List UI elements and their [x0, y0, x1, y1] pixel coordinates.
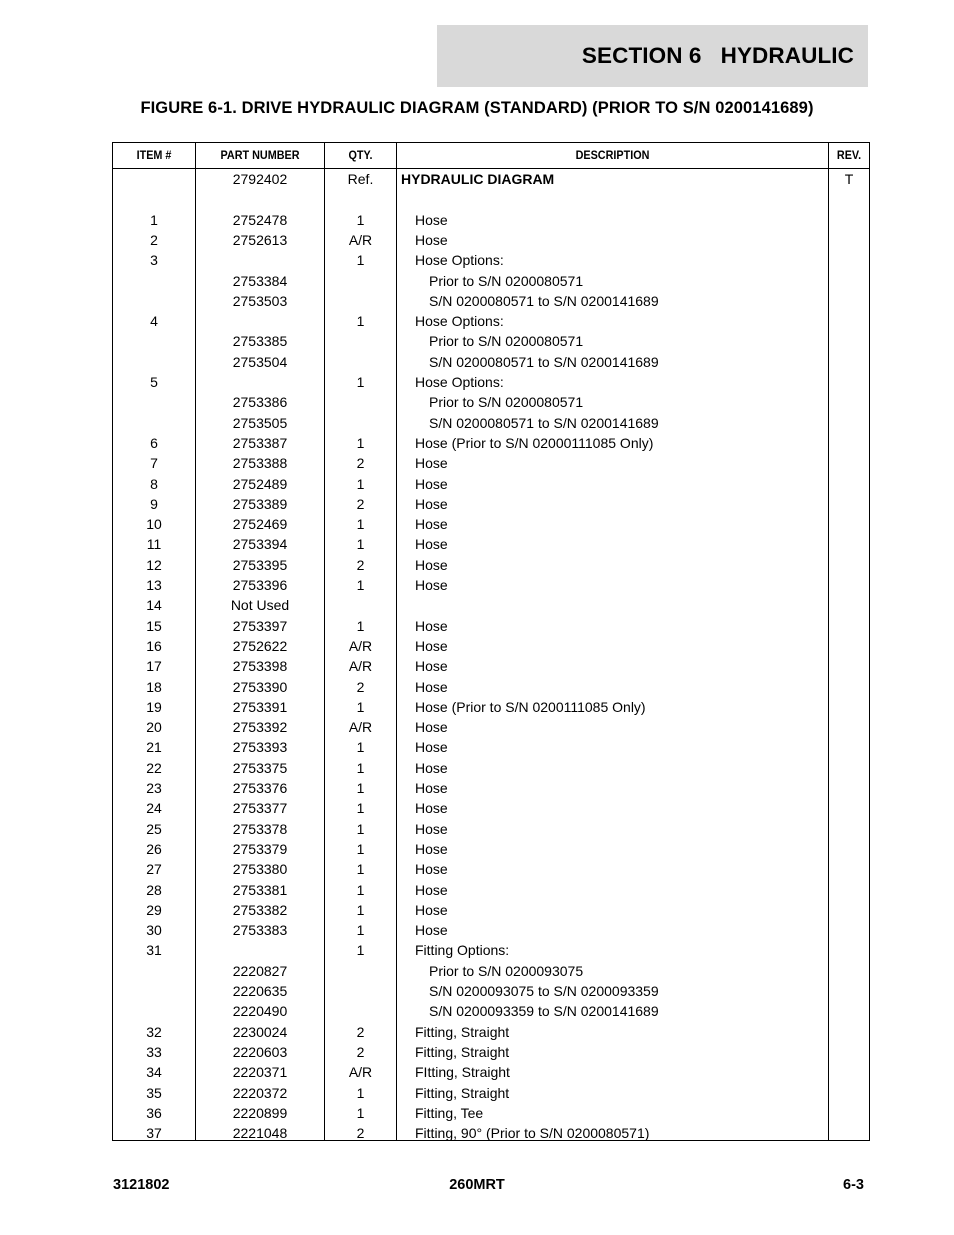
description-cell: HYDRAULIC DIAGRAM: [401, 171, 555, 187]
table-row: [113, 331, 869, 351]
qty-cell: 1: [356, 942, 365, 959]
part-number-cell: 2752613: [232, 231, 288, 248]
description-cell: Hose: [415, 901, 448, 918]
description-cell: Hose: [415, 231, 448, 248]
part-number-cell: 2220899: [232, 1104, 288, 1121]
table-row: [113, 534, 869, 554]
table-row: [113, 433, 869, 453]
qty-cell: 1: [356, 1104, 365, 1121]
table-row: [113, 839, 869, 859]
item-cell: 25: [146, 820, 162, 837]
part-number-cell: 2753377: [232, 800, 288, 817]
description-cell: Hose: [415, 495, 448, 512]
qty-cell: 1: [356, 901, 365, 918]
item-cell: 35: [146, 1084, 162, 1101]
description-cell: Hose: [415, 678, 448, 695]
description-cell: Prior to S/N 0200080571: [429, 394, 584, 411]
table-row: [113, 352, 869, 372]
qty-cell: 1: [356, 516, 365, 533]
part-number-cell: 2753390: [232, 678, 288, 695]
description-cell: Hose Options:: [415, 313, 504, 330]
part-number-cell: 2220635: [232, 983, 288, 999]
qty-cell: 1: [356, 434, 365, 451]
qty-cell: 1: [356, 922, 365, 939]
qty-cell: 1: [356, 475, 365, 492]
table-row: [113, 1103, 869, 1123]
description-cell: Hose: [415, 780, 448, 796]
description-cell: Prior to S/N 0200093075: [429, 962, 584, 979]
description-cell: S/N 0200093359 to S/N 0200141689: [429, 1003, 659, 1020]
qty-cell: 1: [356, 780, 365, 796]
table-row: [113, 1022, 869, 1042]
qty-cell: 1: [356, 536, 365, 553]
part-number-cell: 2753392: [232, 719, 288, 736]
table-row: [113, 1042, 869, 1062]
part-number-cell: 2753398: [232, 658, 288, 675]
rev-cell: T: [844, 171, 854, 187]
parts-table: [112, 142, 870, 1141]
table-row: [113, 271, 869, 291]
qty-cell: 1: [356, 698, 365, 715]
table-row: [113, 880, 869, 900]
description-cell: Fitting, Straight: [415, 1043, 510, 1060]
item-cell: 5: [150, 374, 158, 390]
table-row: [113, 230, 869, 250]
qty-cell: 1: [356, 211, 365, 228]
part-number-cell: 2792402: [232, 171, 288, 187]
description-cell: Hose: [415, 800, 448, 817]
description-cell: Hose: [415, 577, 448, 593]
item-cell: 8: [150, 475, 158, 492]
header-item: ITEM #: [136, 148, 172, 162]
table-row: [113, 677, 869, 697]
description-cell: Hose: [415, 759, 448, 776]
header-qty: QTY.: [348, 148, 373, 162]
description-cell: Hose: [415, 475, 448, 492]
description-cell: Prior to S/N 0200080571: [429, 333, 584, 350]
qty-cell: 1: [356, 374, 365, 390]
part-number-cell: 2230024: [232, 1023, 288, 1040]
qty-cell: 1: [356, 1084, 365, 1101]
item-cell: 24: [146, 800, 162, 817]
item-cell: 15: [146, 617, 162, 634]
part-number-cell: 2753397: [232, 617, 288, 634]
part-number-cell: 2753504: [232, 353, 288, 370]
qty-cell: 2: [356, 678, 365, 695]
table-row: [113, 555, 869, 575]
part-number-cell: 2753386: [232, 394, 288, 411]
qty-cell: Ref.: [347, 171, 374, 187]
description-cell: S/N 0200093075 to S/N 0200093359: [429, 983, 659, 999]
qty-cell: 2: [356, 1043, 365, 1060]
table-row: [113, 798, 869, 818]
item-cell: 18: [146, 678, 162, 695]
qty-cell: A/R: [348, 1064, 373, 1081]
description-cell: FItting, Straight: [415, 1064, 510, 1081]
table-row: [113, 1083, 869, 1103]
description-cell: Fitting Options:: [415, 942, 510, 959]
item-cell: 4: [150, 313, 158, 330]
description-cell: Hose: [415, 455, 448, 472]
item-cell: 7: [150, 455, 158, 472]
description-cell: Hose (Prior to S/N 02000111085 Only): [415, 434, 654, 451]
part-number-cell: 2753389: [232, 495, 288, 512]
table-row: [113, 697, 869, 717]
item-cell: 11: [146, 536, 162, 553]
item-cell: 28: [146, 881, 162, 898]
part-number-cell: 2220490: [232, 1003, 288, 1020]
qty-cell: 2: [356, 1125, 365, 1142]
part-number-cell: 2753380: [232, 861, 288, 878]
part-number-cell: 2753394: [232, 536, 288, 553]
qty-cell: 2: [356, 455, 365, 472]
table-row: [113, 494, 869, 514]
item-cell: 2: [150, 231, 158, 248]
part-number-cell: 2753387: [232, 434, 288, 451]
part-number-cell: 2752622: [232, 637, 288, 654]
description-cell: Hose (Prior to S/N 0200111085 Only): [415, 698, 646, 715]
figure-title: FIGURE 6-1. DRIVE HYDRAULIC DIAGRAM (STANDARD) (PRIOR TO S/N 0200141689): [140, 99, 814, 117]
part-number-cell: 2753503: [232, 292, 288, 309]
item-cell: 6: [150, 434, 158, 451]
description-cell: Hose: [415, 820, 448, 837]
part-number-cell: 2752469: [232, 516, 288, 533]
item-cell: 1: [150, 211, 158, 228]
description-cell: Hose: [415, 658, 448, 675]
table-row: [113, 595, 869, 615]
part-number-cell: 2753388: [232, 455, 288, 472]
description-cell: Hose: [415, 719, 448, 736]
part-number-cell: 2752489: [232, 475, 288, 492]
item-cell: 12: [146, 556, 162, 573]
table-row: [113, 656, 869, 676]
table-row: [113, 819, 869, 839]
part-number-cell: 2753393: [232, 739, 288, 756]
item-cell: 37: [146, 1125, 162, 1142]
table-row: [113, 900, 869, 920]
qty-cell: A/R: [348, 719, 373, 736]
part-number-cell: 2752478: [232, 211, 288, 228]
table-row: [113, 189, 869, 209]
qty-cell: A/R: [348, 658, 373, 675]
section-title: SECTION 6 HYDRAULIC: [581, 43, 854, 68]
table-row: [113, 981, 869, 1001]
item-cell: 22: [146, 759, 162, 776]
qty-cell: 2: [356, 1023, 365, 1040]
description-cell: Hose: [415, 617, 448, 634]
footer-doc-number: 3121802: [113, 1177, 170, 1193]
item-cell: 10: [146, 516, 162, 533]
table-row: [113, 940, 869, 960]
part-number-cell: 2753384: [232, 272, 288, 289]
part-number-cell: 2753391: [232, 698, 288, 715]
table-row: [113, 961, 869, 981]
part-number-cell: 2753379: [232, 840, 288, 857]
item-cell: 17: [146, 658, 162, 675]
footer-model: 260MRT: [449, 1177, 505, 1193]
table-row: [113, 372, 869, 392]
description-cell: Hose: [415, 536, 448, 553]
qty-cell: 1: [356, 252, 365, 269]
part-number-cell: 2753381: [232, 881, 288, 898]
part-number-cell: 2753375: [232, 759, 288, 776]
qty-cell: 1: [356, 840, 365, 857]
description-cell: Hose Options:: [415, 252, 504, 269]
section-banner: [437, 25, 868, 87]
table-row: [113, 1062, 869, 1082]
description-cell: S/N 0200080571 to S/N 0200141689: [429, 353, 659, 370]
description-cell: Hose: [415, 211, 448, 228]
item-cell: 21: [146, 739, 162, 756]
table-row: [113, 920, 869, 940]
description-cell: Fitting, Straight: [415, 1023, 510, 1040]
part-number-cell: 2753505: [232, 414, 288, 431]
table-row: [113, 169, 869, 189]
item-cell: 32: [146, 1023, 162, 1040]
item-cell: 26: [146, 840, 162, 857]
qty-cell: A/R: [348, 231, 373, 248]
header-description: DESCRIPTION: [575, 148, 650, 162]
part-number-cell: 2753382: [232, 901, 288, 918]
description-cell: Fitting, 90° (Prior to S/N 0200080571): [415, 1125, 650, 1142]
qty-cell: 1: [356, 820, 365, 837]
table-row: [113, 636, 869, 656]
table-header: [113, 143, 869, 169]
item-cell: 31: [146, 942, 162, 959]
description-cell: Hose: [415, 922, 448, 939]
part-number-cell: 2220827: [232, 962, 288, 979]
table-row: [113, 758, 869, 778]
qty-cell: 1: [356, 577, 365, 593]
table-row: [113, 453, 869, 473]
item-cell: 13: [146, 577, 162, 593]
table-row: [113, 392, 869, 412]
header-part-number: PART NUMBER: [220, 148, 300, 162]
part-number-cell: 2220371: [232, 1064, 288, 1081]
description-cell: Hose: [415, 516, 448, 533]
part-number-cell: 2753378: [232, 820, 288, 837]
description-cell: Hose: [415, 739, 448, 756]
description-cell: Fitting, Tee: [415, 1104, 484, 1121]
table-row: [113, 514, 869, 534]
qty-cell: 1: [356, 861, 365, 878]
footer-page-number: 6-3: [843, 1177, 864, 1193]
description-cell: Hose: [415, 556, 448, 573]
item-cell: 20: [146, 719, 162, 736]
item-cell: 19: [146, 698, 162, 715]
description-cell: Hose: [415, 637, 448, 654]
qty-cell: 1: [356, 759, 365, 776]
table-row: [113, 1123, 869, 1143]
item-cell: 16: [146, 637, 162, 654]
part-number-cell: 2753383: [232, 922, 288, 939]
part-number-cell: 2753385: [232, 333, 288, 350]
table-row: [113, 575, 869, 595]
table-row: [113, 291, 869, 311]
item-cell: 30: [146, 922, 162, 939]
item-cell: 27: [146, 861, 162, 878]
part-number-cell: 2221048: [232, 1125, 288, 1142]
header-rev: REV.: [836, 148, 862, 162]
part-number-cell: 2753376: [232, 780, 288, 796]
qty-cell: 1: [356, 313, 365, 330]
description-cell: Fitting, Straight: [415, 1084, 510, 1101]
table-row: [113, 859, 869, 879]
table-row: [113, 616, 869, 636]
part-number-cell: 2753395: [232, 556, 288, 573]
part-number-cell: Not Used: [230, 597, 290, 614]
table-row: [113, 1001, 869, 1021]
table-row: [113, 778, 869, 798]
part-number-cell: 2220372: [232, 1084, 288, 1101]
item-cell: 29: [146, 901, 162, 918]
description-cell: Hose: [415, 861, 448, 878]
item-cell: 14: [146, 597, 162, 614]
table-row: [113, 413, 869, 433]
item-cell: 23: [146, 780, 162, 796]
qty-cell: A/R: [348, 637, 373, 654]
part-number-cell: 2220603: [232, 1043, 288, 1060]
qty-cell: 1: [356, 739, 365, 756]
description-cell: Prior to S/N 0200080571: [429, 272, 584, 289]
table-row: [113, 311, 869, 331]
item-cell: 9: [150, 495, 158, 512]
item-cell: 36: [146, 1104, 162, 1121]
qty-cell: 2: [356, 556, 365, 573]
table-row: [113, 717, 869, 737]
description-cell: Hose: [415, 881, 448, 898]
qty-cell: 1: [356, 800, 365, 817]
item-cell: 33: [146, 1043, 162, 1060]
item-cell: 34: [146, 1064, 162, 1081]
qty-cell: 1: [356, 881, 365, 898]
qty-cell: 2: [356, 495, 365, 512]
table-row: [113, 210, 869, 230]
description-cell: Hose: [415, 840, 448, 857]
description-cell: S/N 0200080571 to S/N 0200141689: [429, 292, 659, 309]
description-cell: Hose Options:: [415, 374, 504, 390]
table-row: [113, 474, 869, 494]
table-row: [113, 250, 869, 270]
table-row: [113, 737, 869, 757]
part-number-cell: 2753396: [232, 577, 288, 593]
description-cell: S/N 0200080571 to S/N 0200141689: [429, 414, 659, 431]
qty-cell: 1: [356, 617, 365, 634]
item-cell: 3: [150, 252, 158, 269]
